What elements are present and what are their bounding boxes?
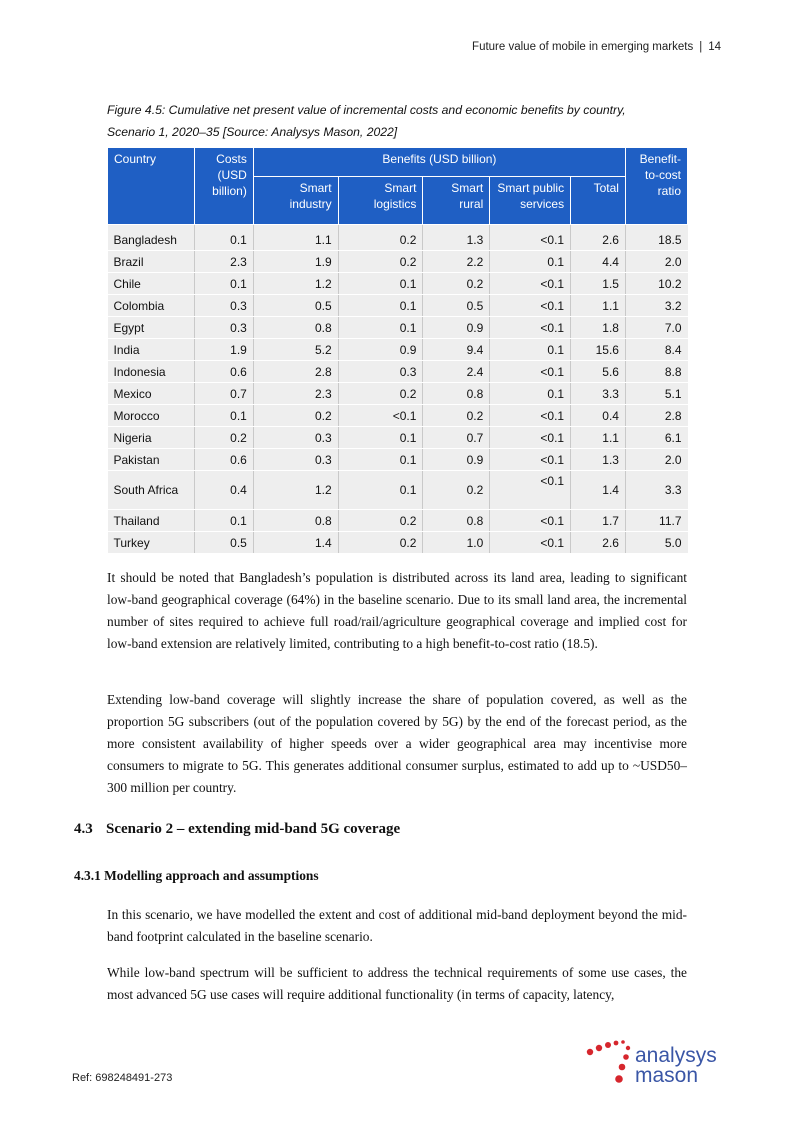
table-row	[108, 225, 688, 251]
cell-smart-rural: 0.2	[423, 405, 490, 427]
cell-ratio: 5.0	[625, 532, 687, 554]
cell-ratio: 18.5	[625, 225, 687, 251]
cost-benefit-table	[107, 147, 688, 554]
caption-line-2: Scenario 1, 2020–35 [Source: Analysys Mason, 2022]	[107, 125, 398, 139]
cell-country: Egypt	[108, 317, 195, 339]
cell-smart-logistics: 0.2	[338, 383, 423, 405]
col-header-smart-logistics: Smart logistics	[338, 176, 423, 224]
table-row	[108, 405, 688, 427]
cell-total: 0.4	[571, 405, 626, 427]
cell-ratio: 11.7	[625, 510, 687, 532]
paragraph-scenario-2-intro: In this scenario, we have modelled the extent and cost of additional mid-band deployment beyond the mid-band footprint calculated in the baseline scenario.	[107, 907, 687, 944]
figure-caption	[107, 99, 687, 143]
cell-smart-rural: 1.0	[423, 532, 490, 554]
cell-ratio: 10.2	[625, 273, 687, 295]
cell-smart-public-services: <0.1	[490, 427, 571, 449]
cell-total: 4.4	[571, 251, 626, 273]
col-header-benefits-group: Benefits (USD billion)	[253, 148, 625, 177]
analysys-mason-logo	[585, 1036, 735, 1092]
cell-total: 1.8	[571, 317, 626, 339]
cell-ratio: 8.4	[625, 339, 687, 361]
cell-country: Thailand	[108, 510, 195, 532]
col-header-total: Total	[571, 176, 626, 224]
col-header-smart-public-services: Smart public services	[490, 176, 571, 224]
cell-ratio: 8.8	[625, 361, 687, 383]
cell-smart-industry: 0.2	[253, 405, 338, 427]
cell-total: 1.3	[571, 449, 626, 471]
cell-smart-logistics: 0.1	[338, 471, 423, 510]
document-reference: Ref: 698248491-273	[72, 1072, 173, 1084]
cell-costs: 0.3	[194, 295, 253, 317]
cell-smart-logistics: 0.2	[338, 225, 423, 251]
table-row	[108, 532, 688, 554]
cell-ratio: 7.0	[625, 317, 687, 339]
cell-smart-logistics: 0.1	[338, 449, 423, 471]
cell-ratio: 6.1	[625, 427, 687, 449]
cell-costs: 0.7	[194, 383, 253, 405]
cell-country: Turkey	[108, 532, 195, 554]
col-header-smart-industry: Smart industry	[253, 176, 338, 224]
cell-smart-rural: 2.2	[423, 251, 490, 273]
cell-smart-public-services: <0.1	[490, 532, 571, 554]
table-row	[108, 383, 688, 405]
cell-costs: 2.3	[194, 251, 253, 273]
cell-country: Nigeria	[108, 427, 195, 449]
table-row	[108, 449, 688, 471]
cell-country: Chile	[108, 273, 195, 295]
cell-smart-rural: 0.8	[423, 510, 490, 532]
cell-country: Mexico	[108, 383, 195, 405]
cell-costs: 0.1	[194, 273, 253, 295]
paragraph-low-band-spectrum: While low-band spectrum will be sufficient to address the technical requirements of some use cases, the most advanced 5G use cases will require additional functionality (in terms of capacity, latency,	[107, 965, 687, 1002]
cell-smart-logistics: 0.1	[338, 427, 423, 449]
cell-smart-rural: 0.2	[423, 273, 490, 295]
table-row	[108, 361, 688, 383]
cell-country: Bangladesh	[108, 225, 195, 251]
cell-country: India	[108, 339, 195, 361]
page-number: 14	[708, 41, 721, 53]
cell-costs: 0.1	[194, 405, 253, 427]
cell-smart-industry: 0.3	[253, 427, 338, 449]
cell-ratio: 3.2	[625, 295, 687, 317]
table-row	[108, 295, 688, 317]
cell-smart-logistics: 0.2	[338, 510, 423, 532]
cell-smart-industry: 1.2	[253, 471, 338, 510]
cell-smart-public-services: <0.1	[490, 510, 571, 532]
cell-smart-public-services: 0.1	[490, 383, 571, 405]
cell-smart-public-services: <0.1	[490, 405, 571, 427]
caption-line-1: Figure 4.5: Cumulative net present value of incremental costs and economic benefits by country,	[107, 103, 626, 117]
cell-ratio: 2.0	[625, 251, 687, 273]
cell-ratio: 2.8	[625, 405, 687, 427]
table-row	[108, 273, 688, 295]
cell-total: 1.4	[571, 471, 626, 510]
cell-smart-industry: 0.8	[253, 317, 338, 339]
section-number: 4.3	[74, 821, 93, 837]
cell-smart-industry: 5.2	[253, 339, 338, 361]
cell-smart-industry: 0.3	[253, 449, 338, 471]
cell-smart-industry: 0.5	[253, 295, 338, 317]
cell-country: Colombia	[108, 295, 195, 317]
header-separator: |	[699, 41, 703, 53]
table-row	[108, 510, 688, 532]
cell-smart-public-services: 0.1	[490, 251, 571, 273]
cell-smart-rural: 0.9	[423, 317, 490, 339]
col-header-ratio: Benefit-to-cost ratio	[625, 148, 687, 225]
cell-smart-industry: 1.1	[253, 225, 338, 251]
cell-costs: 1.9	[194, 339, 253, 361]
cell-total: 5.6	[571, 361, 626, 383]
cell-country: Morocco	[108, 405, 195, 427]
paragraph-bangladesh-coverage: It should be noted that Bangladesh’s population is distributed across its land area, leading to significant low-band geographical coverage (64%) in the baseline scenario. Due to its small land area, the incremental number of sites required to achieve full road/rail/agriculture geographical coverage and implied cost for low-band extension are relatively limited, contributing to a high benefit-to-cost ratio (18.5).	[107, 570, 687, 651]
cell-smart-industry: 2.3	[253, 383, 338, 405]
cell-smart-logistics: 0.3	[338, 361, 423, 383]
cell-smart-logistics: 0.2	[338, 251, 423, 273]
cell-smart-logistics: 0.1	[338, 273, 423, 295]
cell-country: Brazil	[108, 251, 195, 273]
table-row	[108, 471, 688, 510]
cell-country: Indonesia	[108, 361, 195, 383]
logo-word-mason: mason	[635, 1064, 699, 1087]
cell-costs: 0.5	[194, 532, 253, 554]
logo-word-analysys: analysys	[635, 1044, 717, 1067]
cell-total: 15.6	[571, 339, 626, 361]
cell-smart-public-services: <0.1	[490, 295, 571, 317]
logo-dots-icon	[585, 1036, 635, 1092]
paragraph-low-band-extension: Extending low-band coverage will slightly increase the share of population covered, as well as the proportion 5G subscribers (out of the population covered by 5G) by the end of the forecast period, as the more consistent availability of higher speeds over a wider geographical area may incentivise more consumers to migrate to 5G. This generates additional consumer surplus, estimated to add up to ~USD50–300 million per country.	[107, 692, 687, 795]
table-row	[108, 339, 688, 361]
cell-smart-public-services: <0.1	[490, 449, 571, 471]
cell-costs: 0.1	[194, 225, 253, 251]
header-title: Future value of mobile in emerging markets	[472, 41, 694, 53]
cell-total: 1.1	[571, 427, 626, 449]
cell-total: 2.6	[571, 532, 626, 554]
cell-smart-rural: 2.4	[423, 361, 490, 383]
col-header-country: Country	[108, 148, 195, 225]
cell-smart-public-services: <0.1	[490, 273, 571, 295]
cell-smart-industry: 0.8	[253, 510, 338, 532]
col-header-smart-rural: Smart rural	[423, 176, 490, 224]
cell-smart-rural: 1.3	[423, 225, 490, 251]
cell-smart-industry: 1.9	[253, 251, 338, 273]
cell-smart-public-services: <0.1	[490, 225, 571, 251]
cell-smart-public-services: <0.1	[490, 317, 571, 339]
cell-smart-rural: 0.2	[423, 471, 490, 510]
cell-costs: 0.6	[194, 361, 253, 383]
table-row	[108, 251, 688, 273]
cell-smart-logistics: 0.2	[338, 532, 423, 554]
cell-total: 1.7	[571, 510, 626, 532]
cell-smart-rural: 0.5	[423, 295, 490, 317]
cell-smart-rural: 0.9	[423, 449, 490, 471]
cell-smart-rural: 0.7	[423, 427, 490, 449]
cell-smart-rural: 9.4	[423, 339, 490, 361]
cell-smart-industry: 1.2	[253, 273, 338, 295]
cell-total: 1.5	[571, 273, 626, 295]
cell-smart-public-services: <0.1	[490, 471, 571, 510]
cell-smart-logistics: 0.9	[338, 339, 423, 361]
cell-costs: 0.6	[194, 449, 253, 471]
cell-smart-logistics: 0.1	[338, 295, 423, 317]
col-header-costs: Costs (USD billion)	[194, 148, 253, 225]
cell-smart-industry: 1.4	[253, 532, 338, 554]
cell-smart-rural: 0.8	[423, 383, 490, 405]
cell-costs: 0.4	[194, 471, 253, 510]
table-row	[108, 317, 688, 339]
cell-smart-logistics: 0.1	[338, 317, 423, 339]
cell-ratio: 3.3	[625, 471, 687, 510]
cell-total: 3.3	[571, 383, 626, 405]
cell-ratio: 5.1	[625, 383, 687, 405]
cell-smart-logistics: <0.1	[338, 405, 423, 427]
subsection-heading: 4.3.1 Modelling approach and assumptions	[74, 868, 319, 883]
cell-country: Pakistan	[108, 449, 195, 471]
page-header	[472, 41, 721, 53]
section-heading	[74, 821, 400, 838]
cell-smart-public-services: <0.1	[490, 361, 571, 383]
cell-smart-industry: 2.8	[253, 361, 338, 383]
cell-ratio: 2.0	[625, 449, 687, 471]
cell-total: 2.6	[571, 225, 626, 251]
cell-costs: 0.3	[194, 317, 253, 339]
section-title: Scenario 2 – extending mid-band 5G coverage	[106, 821, 401, 837]
cell-smart-public-services: 0.1	[490, 339, 571, 361]
cell-costs: 0.1	[194, 510, 253, 532]
cell-country: South Africa	[108, 471, 195, 510]
table-row	[108, 427, 688, 449]
cell-total: 1.1	[571, 295, 626, 317]
cell-costs: 0.2	[194, 427, 253, 449]
